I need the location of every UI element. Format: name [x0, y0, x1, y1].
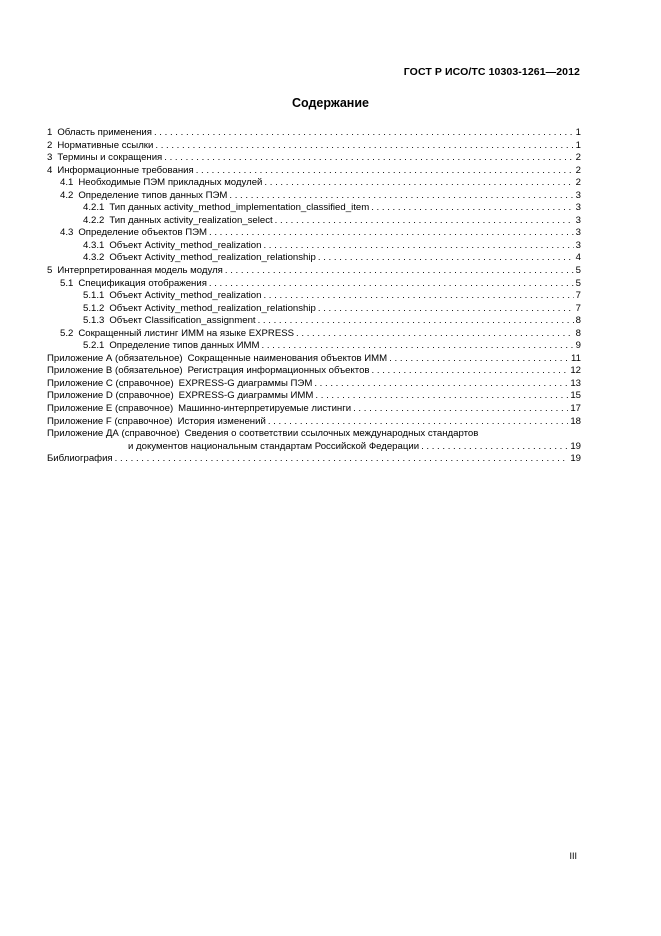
- toc-entry-page: 1: [575, 139, 581, 151]
- toc-leader-dots: [263, 290, 573, 303]
- toc-entry-title: Область применения: [57, 127, 152, 138]
- toc-entry-page: 17: [570, 403, 581, 415]
- toc-entry-title: Сокращенные наименования объектов ИММ: [187, 352, 388, 364]
- toc-entry[interactable]: [47, 378, 581, 391]
- toc-entry[interactable]: [47, 428, 581, 441]
- toc-entry-title: Объект Activity_method_realization: [109, 239, 262, 251]
- toc-entry-number: 1: [47, 127, 53, 138]
- toc-leader-dots: [154, 127, 574, 140]
- toc-entry-title: Машинно-интерпретируемые листинги: [178, 403, 352, 415]
- toc-entry-title: Объект Activity_method_realization_relationship: [109, 302, 316, 314]
- toc-entry-number: Приложение В (обязательное): [47, 365, 183, 377]
- toc-entry-number: 3: [47, 152, 53, 164]
- toc-entry[interactable]: [47, 165, 581, 178]
- toc-entry-title: Библиография: [47, 453, 113, 465]
- toc-entry[interactable]: [47, 416, 581, 429]
- toc-entry-title: История изменений: [177, 415, 266, 427]
- toc-entry-title: Объект Classification_assignment: [109, 315, 256, 327]
- toc-leader-dots: [314, 378, 568, 391]
- toc-leader-dots: [209, 278, 574, 291]
- toc-entry-number: 4.2.1: [83, 202, 105, 214]
- toc-entry-number: Приложение С (справочное): [47, 377, 174, 389]
- toc-entry-page: 2: [575, 164, 581, 176]
- toc-entry-number: Приложение F (справочное): [47, 415, 173, 427]
- toc-entry-title: Определение объектов ПЭМ: [78, 227, 207, 239]
- toc-entry-page: 1: [575, 127, 581, 138]
- toc-entry-page: 11: [571, 352, 581, 364]
- toc-entry[interactable]: [47, 127, 581, 140]
- toc-entry[interactable]: [47, 328, 581, 341]
- toc-entry[interactable]: [47, 202, 581, 215]
- toc-entry-title: Интерпретированная модель модуля: [57, 265, 223, 277]
- toc-leader-dots: [296, 328, 574, 341]
- toc-entry[interactable]: [47, 252, 581, 265]
- toc-leader-dots: [258, 315, 574, 328]
- toc-entry[interactable]: [47, 453, 581, 466]
- toc-entry-number: 5.2: [60, 327, 74, 339]
- toc-entry-number: 5: [47, 265, 53, 277]
- toc-leader-dots: [315, 390, 568, 403]
- toc-entry-title: Сведения о соответствии ссылочных международных стандартов: [184, 428, 479, 440]
- toc-leader-dots: [164, 152, 573, 165]
- toc-entry-page: 2: [575, 177, 581, 189]
- toc-leader-dots: [268, 416, 569, 429]
- toc-entry-number: 2: [47, 139, 53, 151]
- toc-entry-title: Объект Activity_method_realization: [109, 290, 262, 302]
- toc-entry-page: 13: [570, 377, 581, 389]
- toc-entry-page: 3: [575, 189, 581, 201]
- toc-entry-number: 4.2: [60, 189, 74, 201]
- toc-entry-number: 4.3.1: [83, 239, 105, 251]
- toc-entry-page: 3: [575, 202, 581, 214]
- toc-entry[interactable]: [47, 303, 581, 316]
- toc-leader-dots: [421, 441, 568, 454]
- toc-entry-title: Определение типов данных ИММ: [109, 340, 260, 352]
- toc-entry[interactable]: [47, 177, 581, 190]
- toc-leader-dots: [318, 303, 574, 316]
- toc-entry-number: Приложение ДА (справочное): [47, 428, 180, 440]
- toc-leader-dots: [371, 202, 573, 215]
- toc-entry-page: 4: [575, 252, 581, 264]
- toc-leader-dots: [209, 227, 574, 240]
- toc-entry-number: 5.1.1: [83, 290, 105, 302]
- document-header: ГОСТ Р ИСО/ТС 10303-1261—2012: [403, 66, 580, 78]
- toc-entry-number: 5.1.3: [83, 315, 105, 327]
- toc-entry-page: 12: [570, 365, 581, 377]
- toc-entry-number: 4.3.2: [83, 252, 105, 264]
- toc-entry-page: 19: [570, 440, 581, 452]
- toc-entry-title: и документов национальным стандартам Российской Федерации: [128, 440, 420, 452]
- toc-entry-page: 18: [570, 415, 581, 427]
- toc-entry-number: 5.1: [60, 277, 74, 289]
- toc-leader-dots: [264, 177, 573, 190]
- toc-leader-dots: [115, 453, 569, 466]
- toc-entry-page: 3: [575, 214, 581, 226]
- toc-entry-title: Определение типов данных ПЭМ: [78, 189, 228, 201]
- toc-entry-title: Спецификация отображения: [78, 277, 207, 289]
- toc-entry[interactable]: [47, 441, 581, 454]
- page-number: III: [569, 851, 577, 861]
- toc-entry-number: 4.2.2: [83, 214, 105, 226]
- toc-entry-page: 7: [575, 290, 581, 302]
- toc-entry-title: Сокращенный листинг ИММ на языке EXPRESS: [78, 327, 295, 339]
- toc-entry[interactable]: [47, 340, 581, 353]
- toc-entry-number: 5.2.1: [83, 340, 105, 352]
- toc-entry-page: 2: [575, 152, 581, 164]
- toc-leader-dots: [263, 240, 573, 253]
- toc-entry-page: 5: [575, 277, 581, 289]
- toc-entry[interactable]: [47, 140, 581, 153]
- toc-entry-number: 4: [47, 164, 53, 176]
- toc-entry-page: 9: [575, 340, 581, 352]
- toc-entry-number: Приложение А (обязательное): [47, 352, 183, 364]
- toc-entry-title: EXPRESS-G диаграммы ИММ: [178, 390, 314, 402]
- toc-entry-title: Регистрация информационных объектов: [187, 365, 370, 377]
- toc-leader-dots: [318, 252, 574, 265]
- toc-entry-title: EXPRESS-G диаграммы ПЭМ: [178, 377, 313, 389]
- toc-entry[interactable]: [47, 190, 581, 203]
- toc-entry[interactable]: [47, 278, 581, 291]
- toc-leader-dots: [225, 265, 574, 278]
- toc-entry-title: Информационные требования: [57, 164, 194, 176]
- toc-entry-page: 19: [570, 453, 581, 465]
- toc-entry[interactable]: [47, 227, 581, 240]
- toc-entry[interactable]: [47, 315, 581, 328]
- toc-entry[interactable]: [47, 152, 581, 165]
- toc-entry-title: Необходимые ПЭМ прикладных модулей: [78, 177, 263, 189]
- toc-leader-dots: [353, 403, 568, 416]
- toc-entry-page: 3: [575, 227, 581, 239]
- toc-leader-dots: [275, 215, 574, 228]
- toc-entry-number: Приложение Е (справочное): [47, 403, 174, 415]
- toc-leader-dots: [229, 190, 573, 203]
- toc-entry-number: Приложение D (справочное): [47, 390, 174, 402]
- toc-entry[interactable]: [47, 215, 581, 228]
- toc-entry-title: Тип данных activity_realization_select: [109, 214, 273, 226]
- toc-leader-dots: [389, 353, 569, 366]
- toc-entry-number: 4.3: [60, 227, 74, 239]
- toc-entry[interactable]: [47, 290, 581, 303]
- toc-entry[interactable]: [47, 353, 581, 366]
- toc-entry[interactable]: [47, 390, 581, 403]
- toc-entry-page: 5: [575, 265, 581, 277]
- toc-entry-page: 8: [575, 315, 581, 327]
- toc-entry[interactable]: [47, 403, 581, 416]
- toc-entry-title: Нормативные ссылки: [57, 139, 154, 151]
- toc-entry[interactable]: [47, 240, 581, 253]
- toc-entry-page: 7: [575, 302, 581, 314]
- toc-leader-dots: [261, 340, 573, 353]
- toc-entry[interactable]: [47, 265, 581, 278]
- toc-entry-title: Тип данных activity_method_implementation_classified_item: [109, 202, 370, 214]
- toc-entry-page: 8: [575, 327, 581, 339]
- toc-leader-dots: [196, 165, 574, 178]
- toc-entry-title: Термины и сокращения: [57, 152, 163, 164]
- table-of-contents: [47, 127, 581, 466]
- page-title: Содержание: [291, 96, 369, 110]
- toc-entry-page: 3: [575, 239, 581, 251]
- toc-entry-page: 15: [570, 390, 581, 402]
- toc-entry-number: 5.1.2: [83, 302, 105, 314]
- toc-entry-title: Объект Activity_method_realization_relationship: [109, 252, 316, 264]
- toc-entry[interactable]: [47, 365, 581, 378]
- toc-entry-number: 4.1: [60, 177, 74, 189]
- toc-leader-dots: [155, 140, 573, 153]
- toc-leader-dots: [372, 365, 569, 378]
